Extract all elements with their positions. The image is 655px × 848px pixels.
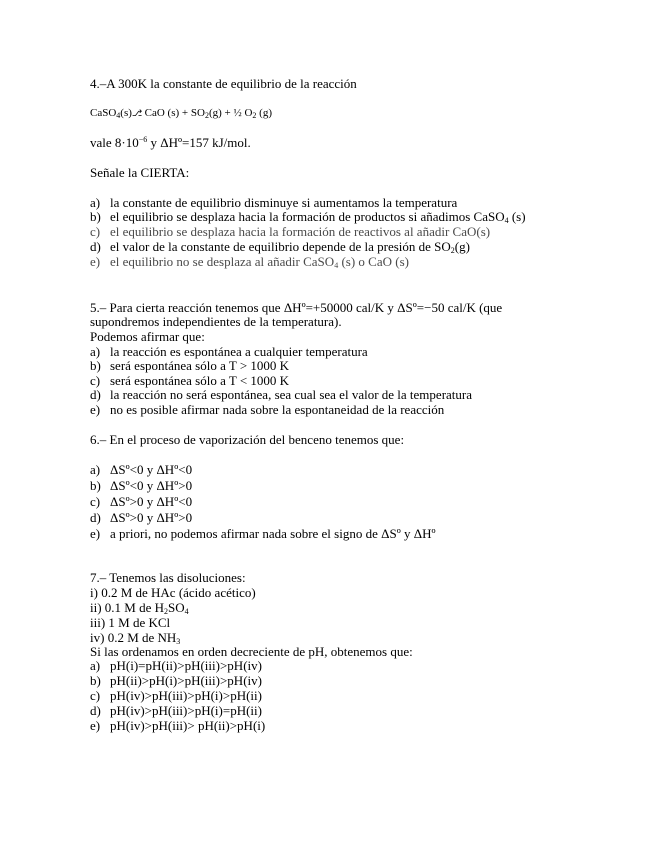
q6-option-c-letter: c) [90, 494, 101, 509]
q7-solution-iv [90, 630, 180, 645]
q4-option-a [90, 195, 457, 210]
q7-solution-ii-sub1: 2 [164, 607, 169, 616]
q6-option-e-letter: e) [90, 526, 101, 541]
q7-option-e [90, 718, 265, 733]
q5-option-a [90, 344, 368, 359]
q6-option-e-text: a priori, no podemos afirmar nada sobre el signo de ΔSº y ΔHº [110, 526, 436, 541]
q4-reaction-caso4-state: (s) [120, 107, 132, 119]
q7-option-b [90, 673, 262, 688]
q4-prompt: Señale la CIERTA: [90, 165, 190, 180]
q7-solution-ii-mid: SO [168, 600, 185, 615]
q4-option-b-letter: b) [90, 209, 101, 224]
equilibrium-arrow-icon: ⎇ [131, 108, 143, 118]
q5-line1: 5.– Para cierta reacción tenemos que ΔHº=+50000 cal/K y ΔSº=−50 cal/K (que [90, 300, 503, 315]
q7-option-b-letter: b) [90, 673, 101, 688]
q4-value-post: y ΔHº=157 kJ/mol. [147, 135, 251, 150]
q7-option-b-text: pH(ii)>pH(i)>pH(iii)>pH(iv) [110, 673, 262, 688]
q4-title: 4.–A 300K la constante de equilibrio de la reacción [90, 76, 357, 91]
q5-option-e [90, 402, 444, 417]
q4-value [90, 135, 251, 150]
q5-option-a-text: la reacción es espontánea a cualquier temperatura [110, 344, 368, 359]
q6-option-e [90, 526, 436, 541]
q5-option-b-text: será espontánea sólo a T > 1000 K [110, 358, 290, 373]
q6-option-a-letter: a) [90, 462, 101, 477]
q6-option-c-text: ΔSº>0 y ΔHº<0 [110, 494, 193, 509]
q5-line2: supondremos independientes de la temperatura). [90, 314, 342, 329]
q6-option-a-text: ΔSº<0 y ΔHº<0 [110, 462, 193, 477]
q7-solution-ii-sub2: 4 [184, 607, 189, 616]
q7-solution-iv-pre: iv) 0.2 M de NH [90, 630, 177, 645]
q4-value-pre: vale 8·10 [90, 135, 139, 150]
q4-option-b-sub: 4 [504, 216, 509, 225]
q7-option-d [90, 703, 262, 718]
q6-option-c [90, 494, 192, 509]
q4-reaction-caso4: CaSO [90, 107, 117, 119]
q5-option-d [90, 387, 472, 402]
q4-option-d-pre: el valor de la constante de equilibrio depende de la presión de SO [110, 239, 451, 254]
q7-option-c-text: pH(iv)>pH(iii)>pH(i)>pH(ii) [110, 688, 262, 703]
q6-option-a [90, 462, 192, 477]
q4-option-e-post: (s) o CaO (s) [338, 254, 409, 269]
q6-option-b [90, 478, 192, 493]
q5-option-d-letter: d) [90, 387, 101, 402]
q5-option-e-letter: e) [90, 402, 101, 417]
q4-reaction [90, 106, 272, 121]
q4-option-e-pre: el equilibrio no se desplaza al añadir CaSO [110, 254, 335, 269]
q7-option-e-letter: e) [90, 718, 101, 733]
q7-option-d-text: pH(iv)>pH(iii)>pH(i)=pH(ii) [110, 703, 262, 718]
q5-option-c [90, 373, 289, 388]
q5-line3: Podemos afirmar que: [90, 329, 205, 344]
q7-option-c [90, 688, 262, 703]
q7-solution-i: i) 0.2 M de HAc (ácido acético) [90, 585, 256, 600]
q4-option-d [90, 239, 470, 254]
q7-option-a-text: pH(i)=pH(ii)>pH(iii)>pH(iv) [110, 658, 262, 673]
q7-solution-ii [90, 600, 189, 615]
q4-reaction-cao: CaO (s) + SO [144, 107, 205, 119]
q5-option-c-letter: c) [90, 373, 101, 388]
q4-option-d-post: (g) [454, 239, 470, 254]
q5-option-e-text: no es posible afirmar nada sobre la espontaneidad de la reacción [110, 402, 445, 417]
q5-option-b [90, 358, 289, 373]
q7-title: 7.– Tenemos las disoluciones: [90, 570, 246, 585]
q5-option-a-letter: a) [90, 344, 101, 359]
q4-option-b [90, 209, 526, 224]
q7-option-e-text: pH(iv)>pH(iii)> pH(ii)>pH(i) [110, 718, 266, 733]
q6-option-d-text: ΔSº>0 y ΔHº>0 [110, 510, 193, 525]
q6-option-d-letter: d) [90, 510, 101, 525]
q4-option-e-letter: e) [90, 254, 101, 269]
q7-solution-ii-pre: ii) 0.1 M de H [90, 600, 165, 615]
q7-option-d-letter: d) [90, 703, 101, 718]
q4-option-d-letter: d) [90, 239, 101, 254]
q4-option-e-sub: 4 [334, 261, 339, 270]
q5-option-d-text: la reacción no será espontánea, sea cual sea el valor de la temperatura [110, 387, 473, 402]
q4-option-a-letter: a) [90, 195, 101, 210]
q4-reaction-so2-state: (g) + ½ O [208, 107, 253, 119]
q7-solution-iv-sub: 3 [176, 637, 181, 646]
q4-reaction-caso4-sub: 4 [116, 111, 121, 120]
q7-solution-iii: iii) 1 M de KCl [90, 615, 171, 630]
q7-option-c-letter: c) [90, 688, 101, 703]
q4-option-c [90, 224, 490, 239]
q4-value-exp: −6 [138, 135, 148, 144]
q4-option-c-letter: c) [90, 224, 101, 239]
q5-option-b-letter: b) [90, 358, 101, 373]
q4-option-b-pre: el equilibrio se desplaza hacia la formación de productos si añadimos CaSO [110, 209, 505, 224]
q4-reaction-so2-sub: 2 [204, 111, 209, 120]
q4-reaction-o2-sub: 2 [252, 111, 257, 120]
q6-title: 6.– En el proceso de vaporización del benceno tenemos que: [90, 432, 405, 447]
q4-option-e [90, 254, 409, 269]
q4-option-d-sub: 2 [450, 246, 455, 255]
q4-option-b-post: (s) [508, 209, 526, 224]
q7-option-a-letter: a) [90, 658, 101, 673]
q7-prompt: Si las ordenamos en orden decreciente de pH, obtenemos que: [90, 644, 413, 659]
q7-option-a [90, 658, 262, 673]
q5-option-c-text: será espontánea sólo a T < 1000 K [110, 373, 290, 388]
q4-option-a-text: la constante de equilibrio disminuye si aumentamos la temperatura [110, 195, 458, 210]
q6-option-b-letter: b) [90, 478, 101, 493]
q6-option-d [90, 510, 192, 525]
q6-option-b-text: ΔSº<0 y ΔHº>0 [110, 478, 193, 493]
q4-reaction-o2-state: (g) [256, 107, 272, 119]
q4-option-c-text: el equilibrio se desplaza hacia la formación de reactivos al añadir CaO(s) [110, 224, 491, 239]
